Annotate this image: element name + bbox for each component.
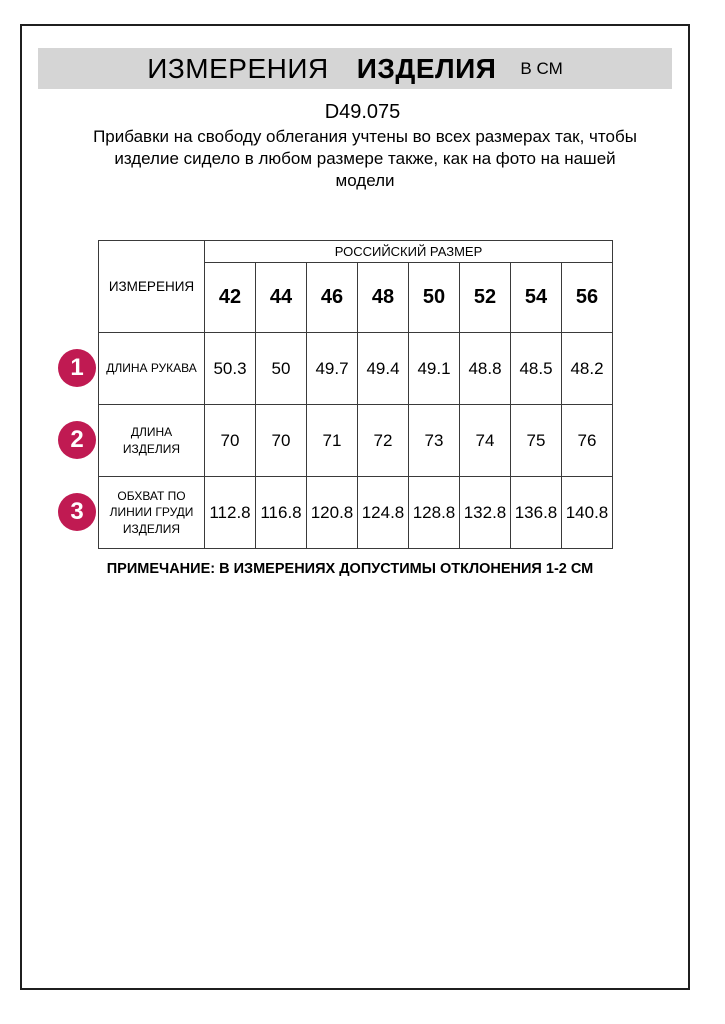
row-marker-1-number: 1 xyxy=(70,354,84,381)
row-marker-2-number: 2 xyxy=(70,426,84,453)
size-header-cell: 52 xyxy=(460,263,511,333)
value-cell: 50.3 xyxy=(205,333,256,405)
value-cell: 50 xyxy=(256,333,307,405)
value-cell: 49.1 xyxy=(409,333,460,405)
title-bar xyxy=(38,48,672,89)
table-row-chest-girth xyxy=(99,477,613,549)
table-row-sleeve-length xyxy=(99,333,613,405)
value-cell: 48.5 xyxy=(511,333,562,405)
size-table xyxy=(98,240,613,549)
value-cell: 120.8 xyxy=(307,477,358,549)
table-row-garment-length xyxy=(99,405,613,477)
title-product: ИЗДЕЛИЯ xyxy=(356,52,497,84)
value-cell: 73 xyxy=(409,405,460,477)
value-cell: 128.8 xyxy=(409,477,460,549)
title-units: В СМ xyxy=(520,58,563,78)
tolerance-note: ПРИМЕЧАНИЕ: В ИЗМЕРЕНИЯХ ДОПУСТИМЫ ОТКЛОНЕНИЯ 1-2 СМ xyxy=(106,561,594,577)
table-group-header-row xyxy=(99,241,613,263)
size-header-cell: 54 xyxy=(511,263,562,333)
measurements-column-header: ИЗМЕРЕНИЯ xyxy=(99,241,205,333)
russian-size-header: РОССИЙСКИЙ РАЗМЕР xyxy=(205,241,613,263)
value-cell: 75 xyxy=(511,405,562,477)
row-marker-1-badge xyxy=(58,349,96,387)
value-cell: 132.8 xyxy=(460,477,511,549)
value-cell: 48.2 xyxy=(562,333,613,405)
size-header-cell: 44 xyxy=(256,263,307,333)
row-marker-2-badge xyxy=(58,421,96,459)
value-cell: 116.8 xyxy=(256,477,307,549)
row-label-garment-length: ДЛИНА ИЗДЕЛИЯ xyxy=(99,405,205,477)
title-measurements: ИЗМЕРЕНИЯ xyxy=(147,52,329,84)
value-cell: 72 xyxy=(358,405,409,477)
value-cell: 124.8 xyxy=(358,477,409,549)
row-marker-3-badge xyxy=(58,493,96,531)
value-cell: 136.8 xyxy=(511,477,562,549)
value-cell: 48.8 xyxy=(460,333,511,405)
value-cell: 76 xyxy=(562,405,613,477)
value-cell: 74 xyxy=(460,405,511,477)
value-cell: 70 xyxy=(205,405,256,477)
value-cell: 112.8 xyxy=(205,477,256,549)
product-code: D49.075 xyxy=(324,101,401,123)
fit-description: Прибавки на свободу облегания учтены во всех размерах так, чтобы изделие сидело в любом размере также, как на фото на нашей модели xyxy=(93,127,637,190)
row-label-chest-girth: ОБХВАТ ПО ЛИНИИ ГРУДИ ИЗДЕЛИЯ xyxy=(99,477,205,549)
size-header-cell: 46 xyxy=(307,263,358,333)
value-cell: 71 xyxy=(307,405,358,477)
value-cell: 49.7 xyxy=(307,333,358,405)
size-header-cell: 50 xyxy=(409,263,460,333)
value-cell: 49.4 xyxy=(358,333,409,405)
row-label-sleeve-length: ДЛИНА РУКАВА xyxy=(99,333,205,405)
size-header-cell: 42 xyxy=(205,263,256,333)
value-cell: 70 xyxy=(256,405,307,477)
value-cell: 140.8 xyxy=(562,477,613,549)
size-header-cell: 56 xyxy=(562,263,613,333)
size-header-cell: 48 xyxy=(358,263,409,333)
row-marker-3-number: 3 xyxy=(70,498,84,525)
